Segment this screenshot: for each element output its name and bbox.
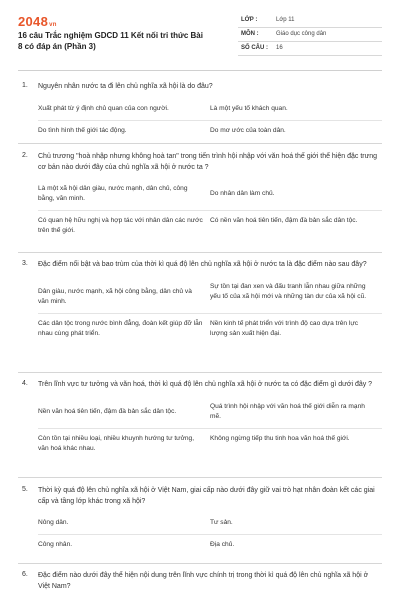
option-row bbox=[38, 121, 382, 142]
question-number: 5. bbox=[22, 486, 28, 493]
question-text: Nguyên nhân nước ta đi lên chủ nghĩa xã hội là do đâu? bbox=[38, 83, 213, 90]
option[interactable]: Nông dân. bbox=[38, 519, 69, 526]
options bbox=[38, 179, 382, 242]
question-number: 4. bbox=[22, 380, 28, 387]
option[interactable]: Là một xã hội dân giàu, nước mạnh, dân chủ, công bằng, văn minh. bbox=[38, 185, 188, 202]
option[interactable]: Là một yếu tố khách quan. bbox=[210, 104, 288, 112]
info-key: MÔN : bbox=[241, 31, 259, 37]
question-head bbox=[18, 260, 382, 271]
question-text: Trên lĩnh vực tư tưởng và văn hoá, thời kì quá độ lên chủ nghĩa xã hội ở nước ta có đặc điểm gì dưới đây ? bbox=[38, 381, 373, 388]
option[interactable]: Nền văn hoá tiên tiến, đậm đà bản sắc dân tộc. bbox=[38, 407, 177, 415]
question-number: 3. bbox=[22, 260, 28, 267]
option-row bbox=[38, 429, 382, 460]
question-number: 1. bbox=[22, 82, 28, 89]
question-text: Chủ trương "hoà nhập nhưng không hoà tan" trong tiến trình hội nhập với văn hoá thế giới thể hiện đặc trưng cơ bản nào dưới đây của chủ nghĩa xã hội ở nước ta ? bbox=[38, 153, 378, 171]
question-separator bbox=[18, 372, 382, 373]
info-value: Lớp 11 bbox=[276, 17, 295, 23]
question-number: 2. bbox=[22, 152, 28, 159]
logo-suffix: vn bbox=[49, 22, 57, 28]
option-row bbox=[38, 513, 382, 535]
question-number: 6. bbox=[22, 571, 28, 578]
question-1 bbox=[18, 82, 382, 142]
option[interactable]: Công nhân. bbox=[38, 541, 73, 548]
option[interactable]: Tư sản. bbox=[210, 519, 233, 526]
question-head bbox=[18, 82, 382, 93]
question-text: Đặc điểm nổi bật và bao trùm của thời kì quá độ lên chủ nghĩa xã hội ở nước ta là đặc điểm nào sau đây? bbox=[38, 261, 367, 268]
question-head bbox=[18, 486, 382, 507]
option[interactable]: Các dân tộc trong nước bình đẳng, đoàn kết giúp đỡ lẫn nhau cùng phát triển. bbox=[38, 319, 203, 337]
question-2 bbox=[18, 152, 382, 242]
info-row-count bbox=[238, 42, 382, 56]
question-head bbox=[18, 380, 382, 391]
question-separator bbox=[18, 143, 382, 144]
option[interactable]: Dân giàu, nước mạnh, xã hội công bằng, dân chủ và văn minh. bbox=[38, 287, 192, 305]
option[interactable]: Không ngừng tiếp thu tinh hoa văn hoá thế giới. bbox=[210, 434, 350, 442]
question-head bbox=[18, 152, 382, 173]
option[interactable]: Do mơ ước của toàn dân. bbox=[210, 126, 286, 134]
question-5 bbox=[18, 486, 382, 556]
info-value: Giáo dục công dân bbox=[276, 31, 327, 37]
option[interactable]: Sự tồn tại đan xen và đấu tranh lẫn nhau giữa những yếu tố của xã hội mới và những tàn dư của xã hội cũ. bbox=[210, 282, 367, 300]
site-logo[interactable]: 2048vn bbox=[18, 14, 57, 29]
question-text: Thời kỳ quá độ lên chủ nghĩa xã hội ở Việt Nam, giai cấp nào dưới đây giữ vai trò hạt nhân đoàn kết các giai cấp và tầng lớp khác trong xã hội? bbox=[38, 487, 375, 505]
option[interactable]: Do nhân dân làm chủ. bbox=[210, 190, 275, 197]
option-row bbox=[38, 211, 382, 242]
option[interactable]: Do tình hình thế giới tác động. bbox=[38, 126, 127, 134]
option[interactable]: Có nền văn hoá tiên tiến, đậm đà bản sắc dân tộc. bbox=[210, 217, 358, 224]
option[interactable]: Có quan hệ hữu nghị và hợp tác với nhân dân các nước trên thế giới. bbox=[38, 217, 203, 234]
option-row bbox=[38, 179, 382, 211]
option-row bbox=[38, 99, 382, 121]
option[interactable]: Quá trình hội nhập với văn hoá thế giới diễn ra mạnh mẽ. bbox=[210, 402, 365, 420]
info-row-subject bbox=[238, 28, 382, 42]
document-title: 16 câu Trắc nghiệm GDCD 11 Kết nối tri thức Bài 8 có đáp án (Phần 3) bbox=[18, 31, 203, 51]
option[interactable]: Địa chủ. bbox=[210, 541, 235, 548]
question-6 bbox=[18, 571, 382, 592]
info-key: LỚP : bbox=[241, 17, 258, 23]
info-value: 16 bbox=[276, 45, 283, 51]
options bbox=[38, 99, 382, 142]
question-text: Đặc điểm nào dưới đây thể hiện nội dung trên lĩnh vực chính trị trong thời kì quá độ lên chủ nghĩa xã hội ở Việt Nam? bbox=[38, 572, 369, 590]
option[interactable]: Còn tồn tại nhiều loại, nhiều khuynh hướng tư tưởng, văn hoá khác nhau. bbox=[38, 434, 195, 452]
option-row bbox=[38, 397, 382, 429]
option-row bbox=[38, 277, 382, 314]
info-table bbox=[238, 14, 382, 56]
option[interactable]: Xuất phát từ ý định chủ quan của con người. bbox=[38, 104, 169, 112]
question-head bbox=[18, 571, 382, 592]
option-row bbox=[38, 314, 382, 345]
question-separator bbox=[18, 477, 382, 478]
option[interactable]: Nền kinh tế phát triển với trình độ cao dựa trên lực lượng sản xuất hiện đại. bbox=[210, 319, 359, 337]
question-4 bbox=[18, 380, 382, 460]
options bbox=[38, 513, 382, 556]
header-divider bbox=[18, 70, 382, 71]
question-3 bbox=[18, 260, 382, 345]
info-row-class bbox=[238, 14, 382, 28]
question-separator bbox=[18, 252, 382, 253]
info-key: SỐ CÂU : bbox=[241, 45, 268, 51]
options bbox=[38, 397, 382, 460]
page-header bbox=[18, 14, 382, 60]
question-separator bbox=[18, 563, 382, 564]
option-row bbox=[38, 535, 382, 556]
options bbox=[38, 277, 382, 345]
